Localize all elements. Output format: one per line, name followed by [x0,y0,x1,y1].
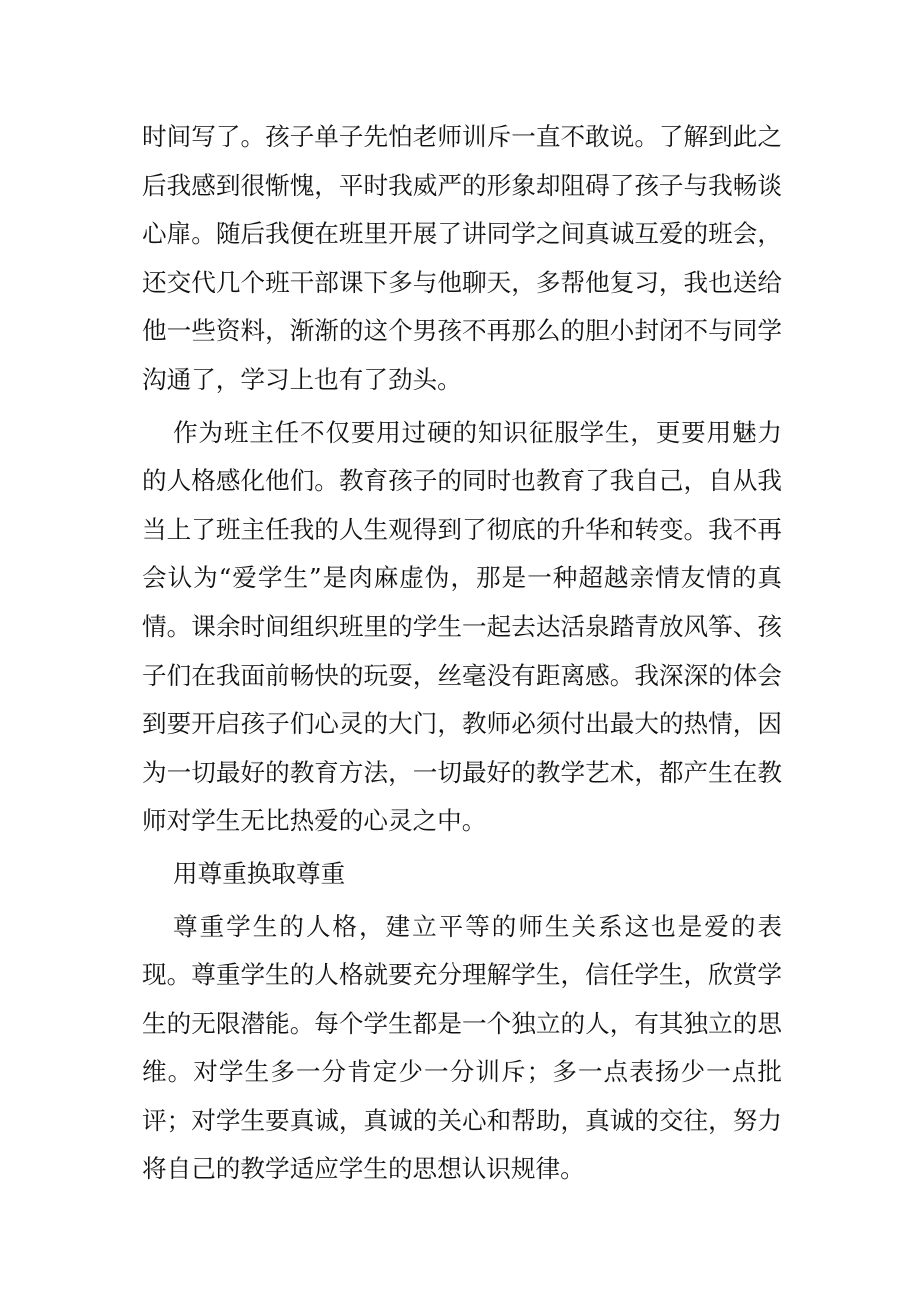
document-body [142,113,782,1194]
paragraph-respect: 尊重学生的人格，建立平等的师生关系这也是爱的表现。尊重学生的人格就要充分理解学生，信任学生，欣赏学生的无限潜能。每个学生都是一个独立的人，有其独立的思维。对学生多一分肯定少一分训斥；多一点表扬少一点批评；对学生要真诚，真诚的关心和帮助，真诚的交往，努力将自己的教学适应学生的思想认识规律。 [142,911,782,1184]
paragraph-head-teacher: 作为班主任不仅要用过硬的知识征服学生，更要用魅力的人格感化他们。教育孩子的同时也教育了我自己，自从我当上了班主任我的人生观得到了彻底的升华和转变。我不再会认为“爱学生”是肉麻虚伪，那是一种超越亲情友情的真情。课余时间组织班里的学生一起去达活泉踏青放风筝、孩子们在我面前畅快的玩耍，丝毫没有距离感。我深深的体会到要开启孩子们心灵的大门，教师必须付出最大的热情，因为一切最好的教育方法，一切最好的教学艺术，都产生在教师对学生无比热爱的心灵之中。 [142,417,782,836]
section-heading: 用尊重换取尊重 [173,858,346,888]
paragraph-continuation: 时间写了。孩子单子先怕老师训斥一直不敢说。了解到此之后我感到很惭愧，平时我威严的形象却阻碍了孩子与我畅谈心扉。随后我便在班里开展了讲同学之间真诚互爱的班会，还交代几个班干部课下多与他聊天，多帮他复习，我也送给他一些资料，渐渐的这个男孩不再那么的胆小封闭不与同学沟通了，学习上也有了劲头。 [142,122,782,394]
